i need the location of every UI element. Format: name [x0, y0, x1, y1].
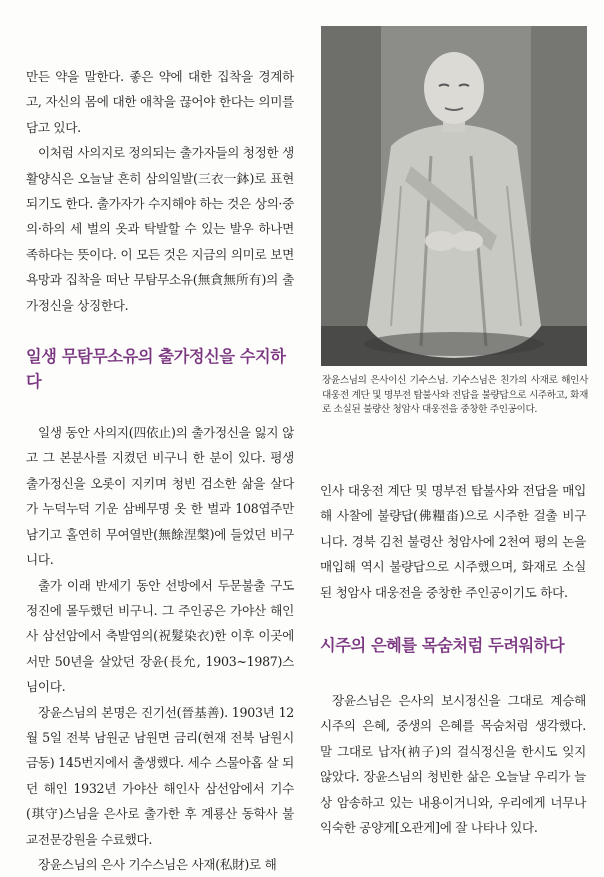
section-heading: 시주의 은혜를 목숨처럼 두려워하다 [320, 636, 565, 656]
right-text-column [320, 478, 586, 840]
monk-portrait-photo [321, 26, 587, 366]
photo-caption: 장윤스님의 은사이신 기수스님. 기수스님은 친가의 사재로 해인사 대웅전 계단 및 명부전 탑불사와 전답을 불량답으로 시주하고, 화재로 소실된 불량산 청암사 대웅전을 중창한 주인공이다. [322, 375, 588, 415]
monk-figure-illustration [321, 26, 587, 366]
left-text-column [26, 64, 294, 877]
paragraph: 인사 대웅전 계단 및 명부전 탑불사와 전답을 매입해 사찰에 불량답(佛糧畓)으로 시주한 걸출 비구니다. 경북 김천 불령산 청암사에 2천여 평의 논을 매입해 역시 불량답으로 시주했으며, 화재로 소실된 청암사 대웅전을 중창한 주인공이기도 하다. [320, 483, 586, 600]
paragraph: 이처럼 사의지로 정의되는 출가자들의 청정한 생활양식은 오늘날 흔히 삼의일발(三衣一鉢)로 표현되기도 한다. 출가자가 수지해야 하는 것은 상의·중의·하의 세 벌의 옷과 탁발할 수 있는 발우 하나면 족하다는 뜻이다. 이 모든 것은 지금의 의미로 보면 욕망과 집착을 떠난 무탐무소유(無貪無所有)의 출가정신을 상징한다. [26, 145, 294, 313]
section-heading: 일생 무탐무소유의 출가정신을 수지하다 [26, 347, 286, 392]
paragraph: 장윤스님은 은사의 보시정신을 그대로 계승해 시주의 은혜, 중생의 은혜를 목숨처럼 생각했다. 말 그대로 납자(衲子)의 걸식정신을 한시도 잊지 않았다. 장윤스님의 청빈한 삶은 오늘날 우리가 늘상 암송하고 있는 내용이거니와, 우리에게 너무나 익숙한 공양게[오관게]에 잘 나타나 있다. [320, 693, 586, 836]
paragraph: 만든 약을 말한다. 좋은 약에 대한 집착을 경계하고, 자신의 몸에 대한 애착을 끊어야 한다는 의미를 담고 있다. [26, 69, 294, 135]
paragraph: 출가 이래 반세기 동안 선방에서 두문불출 구도정진에 몰두했던 비구니. 그 주인공은 가야산 해인사 삼선암에서 축발염의(祝髮染衣)한 이후 이곳에서만 50년을 살았던 장윤(長允, 1903~1987)스님이다. [26, 577, 294, 695]
paragraph: 일생 동안 사의지(四依止)의 출가정신을 잃지 않고 그 본분사를 지켰던 비구니 한 분이 있다. 평생 출가정신을 오롯이 지키며 청빈 검소한 삶을 살다가 누덕누덕 기운 삼베무명 옷 한 벌과 108엽주만 남기고 홀연히 무여열반(無餘涅槃)에 들었던 비구니다. [26, 425, 294, 568]
paragraph: 장윤스님의 본명은 진기선(晉基善). 1903년 12월 5일 전북 남원군 남원면 금리(현재 전북 남원시 금동) 145번지에서 출생했다. 세수 스물아홉 살 되던 해인 1932년 가야산 해인사 삼선암에서 기수(琪守)스님을 은사로 출가한 후 계룡산 동학사 불교전문강원을 수료했다. [26, 704, 294, 847]
paragraph: 장윤스님의 은사 기수스님은 사재(私財)로 해 [38, 856, 277, 872]
